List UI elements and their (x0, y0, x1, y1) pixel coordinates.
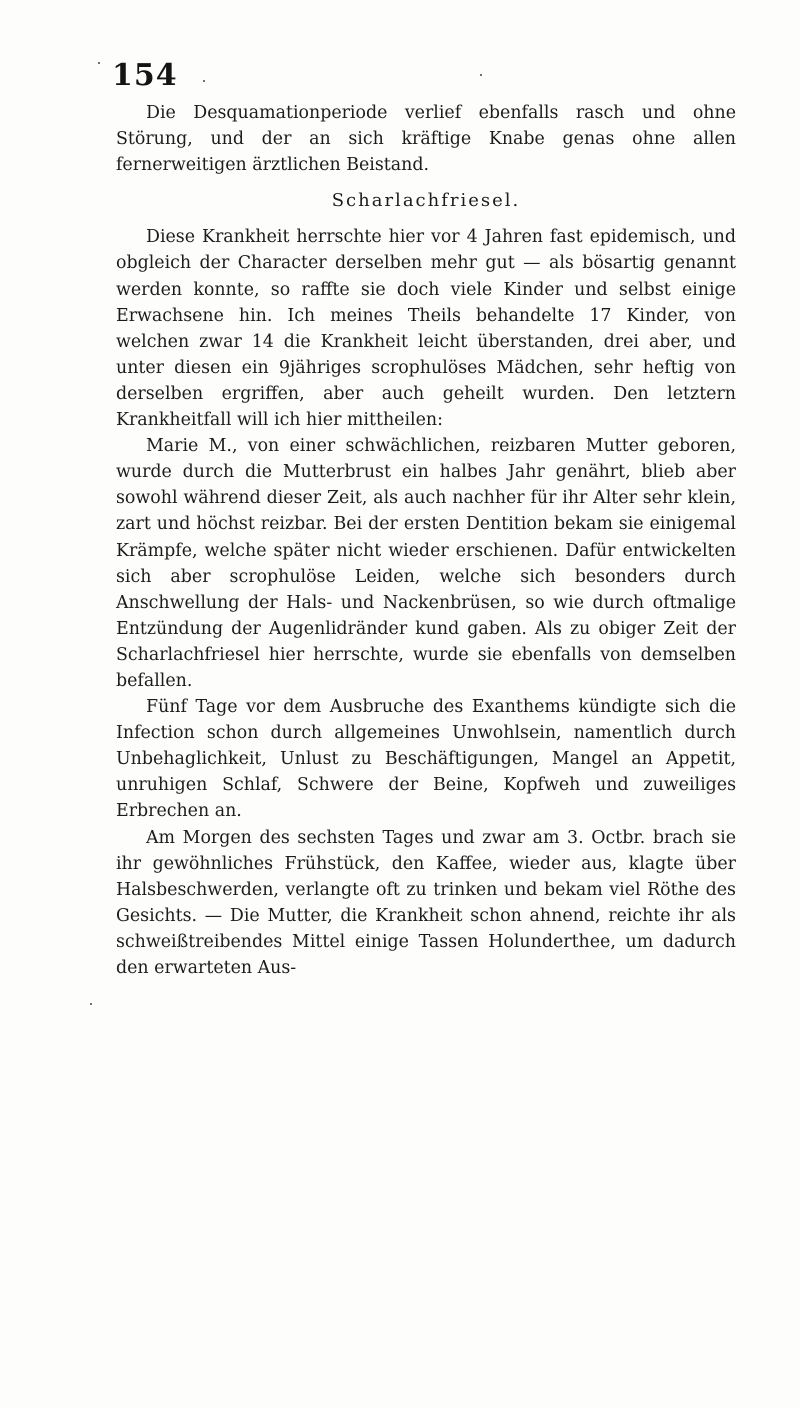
paragraph-desquamation: Die Desquamationperiode verlief ebenfalls rasch und ohne Störung, und der an sich kräftige Knabe genas ohne allen fernerweitigen ärztlichen Beistand. (116, 103, 736, 176)
paragraph-epidemic: Diese Krankheit herrschte hier vor 4 Jahren fast epidemisch, und obgleich der Character derselben mehr gut — als bösartig genannt werden konnte, so raffte sie doch viele Kinder und selbst einige Erwachsene hin. Ich meines Theils behandelte 17 Kinder, von welchen zwar 14 die Krankheit leicht überstanden, drei aber, und unter diesen ein 9jähriges scrophulöses Mädchen, sehr heftig von derselben ergriffen, aber auch geheilt wurden. Den letztern Krankheitfall will ich hier mittheilen: (116, 227, 736, 431)
scan-speck (90, 1003, 92, 1005)
page-number: 154 (112, 58, 178, 93)
body-text (116, 100, 736, 981)
paragraph-case-history: Marie M., von einer schwächlichen, reizbaren Mutter geboren, wurde durch die Mutterbrust ein halbes Jahr genährt, blieb aber sowohl während dieser Zeit, als auch nachher für ihr Alter sehr klein, zart und höchst reizbar. Bei der ersten Dentition bekam sie einigemal Krämpfe, welche später nicht wieder erschienen. Dafür entwickelten sich aber scrophulöse Leiden, welche sich besonders durch Anschwellung der Hals- und Nackenbrüsen, so wie durch oftmalige Entzündung der Augenlidränder kund gaben. Als zu obiger Zeit der Scharlachfriesel hier herrschte, wurde sie ebenfalls von demselben befallen. (116, 436, 736, 691)
paragraph-prodromal: Fünf Tage vor dem Ausbruche des Exanthems kündigte sich die Infection schon durch allgemeines Unwohlsein, namentlich durch Unbehaglichkeit, Unlust zu Beschäftigungen, Mangel an Appetit, unruhigen Schlaf, Schwere der Beine, Kopfweh und zuweiliges Erbrechen an. (116, 697, 736, 822)
scan-speck (203, 80, 205, 82)
scan-speck (98, 62, 100, 64)
scan-speck (480, 74, 482, 76)
paragraph-sixth-day: Am Morgen des sechsten Tages und zwar am 3. Octbr. brach sie ihr gewöhnliches Frühstück, den Kaffee, wieder aus, klagte über Halsbeschwerden, verlangte oft zu trinken und bekam viel Röthe des Gesichts. — Die Mutter, die Krankheit schon ahnend, reichte ihr als schweißtreibendes Mittel einige Tassen Holunderthee, um dadurch den erwarteten Aus- (116, 827, 736, 978)
section-heading: Scharlachfriesel. (331, 190, 521, 212)
